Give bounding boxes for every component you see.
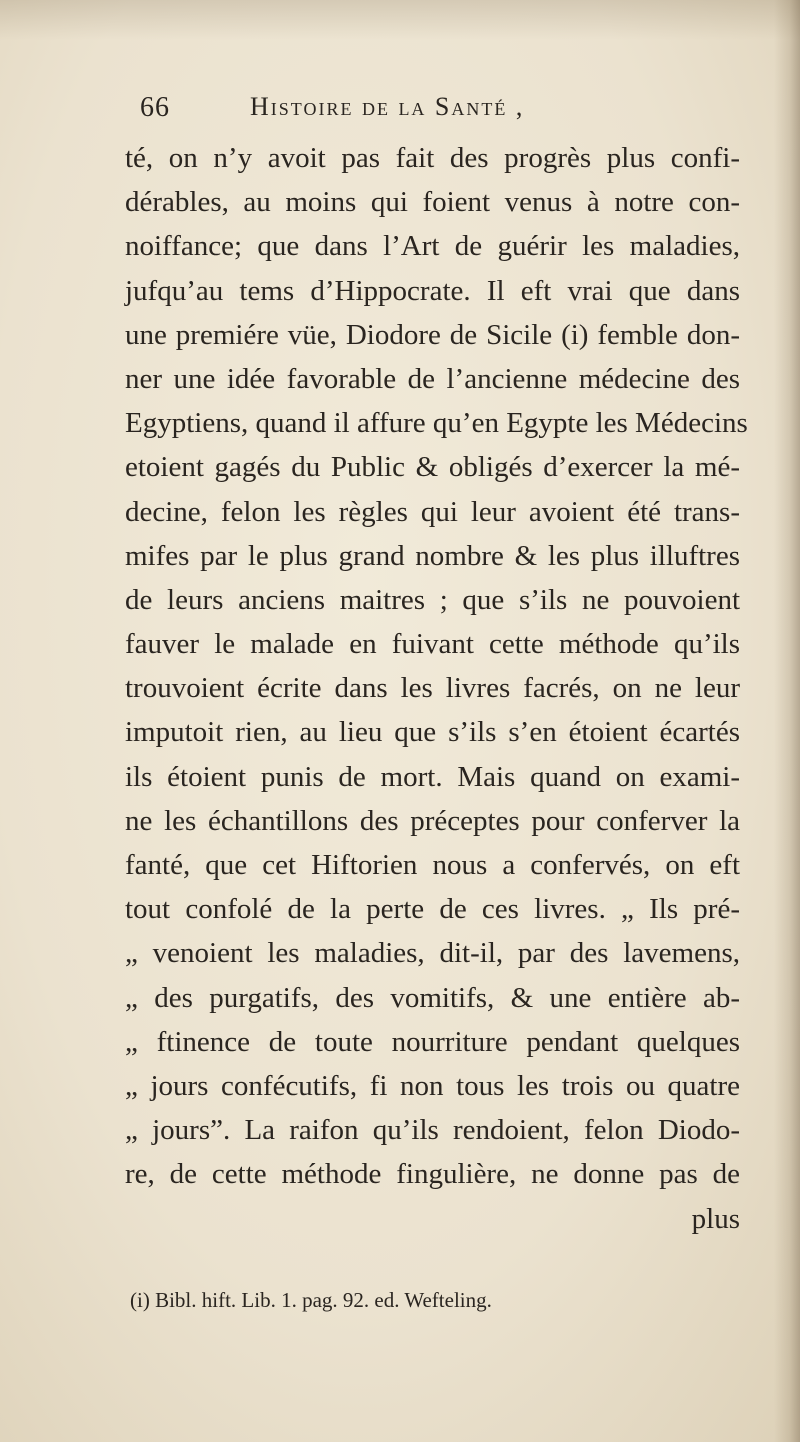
text-line: decine, felon les règles qui leur avoient été trans-	[125, 495, 740, 528]
text-line: „ venoient les maladies, dit-il, par des lavemens,	[125, 937, 740, 970]
page-edge-shadow	[774, 0, 800, 1442]
footnote: (i) Bibl. hift. Lib. 1. pag. 92. ed. Wefteling.	[130, 1288, 492, 1312]
text-line: fauver le malade en fuivant cette méthode qu’ils	[125, 628, 740, 661]
text-line: ner une idée favorable de l’ancienne médecine des	[125, 362, 740, 395]
text-line: imputoit rien, au lieu que s’ils s’en étoient écartés	[125, 716, 740, 749]
text-line: „ ftinence de toute nourriture pendant quelques	[125, 1025, 740, 1058]
text-line: noiffance; que dans l’Art de guérir les maladies,	[125, 230, 740, 263]
text-line: „ jours confécutifs, fi non tous les trois ou quatre	[125, 1069, 740, 1102]
text-line: re, de cette méthode fingulière, ne donne pas de	[125, 1158, 740, 1191]
text-line: de leurs anciens maitres ; que s’ils ne pouvoient	[125, 583, 740, 616]
text-line: ne les échantillons des préceptes pour conferver la	[125, 804, 740, 837]
text-line: fanté, que cet Hiftorien nous a confervés, on eft	[125, 849, 740, 881]
text-line: tout confolé de la perte de ces livres. „ Ils pré-	[125, 893, 740, 926]
text-line: té, on n’y avoit pas fait des progrès plus confi-	[125, 142, 740, 174]
text-line: jufqu’au tems d’Hippocrate. Il eft vrai que dans	[125, 274, 740, 307]
text-line: „ jours”. La raifon qu’ils rendoient, felon Diodo-	[125, 1114, 740, 1147]
text-line: dérables, au moins qui foient venus à notre con-	[125, 186, 740, 219]
text-line: ils étoient punis de mort. Mais quand on exami-	[125, 760, 740, 793]
page-top-shadow	[0, 0, 800, 40]
running-title: Histoire de la Santé ,	[250, 92, 525, 121]
catchword: plus	[691, 1202, 740, 1235]
text-line: mifes par le plus grand nombre & les plus illuftres	[125, 539, 740, 572]
page-number: 66	[140, 92, 170, 123]
text-line: „ des purgatifs, des vomitifs, & une entière ab-	[125, 981, 740, 1014]
page-header	[140, 92, 700, 132]
body-text	[125, 136, 748, 1241]
text-line: trouvoient écrite dans les livres facrés, on ne leur	[125, 672, 740, 705]
text-line: une premiére vüe, Diodore de Sicile (i) femble don-	[125, 318, 740, 351]
text-line: Egyptiens, quand il affure qu’en Egypte les Médecins	[125, 407, 748, 440]
text-line: etoient gagés du Public & obligés d’exercer la mé-	[125, 451, 740, 484]
